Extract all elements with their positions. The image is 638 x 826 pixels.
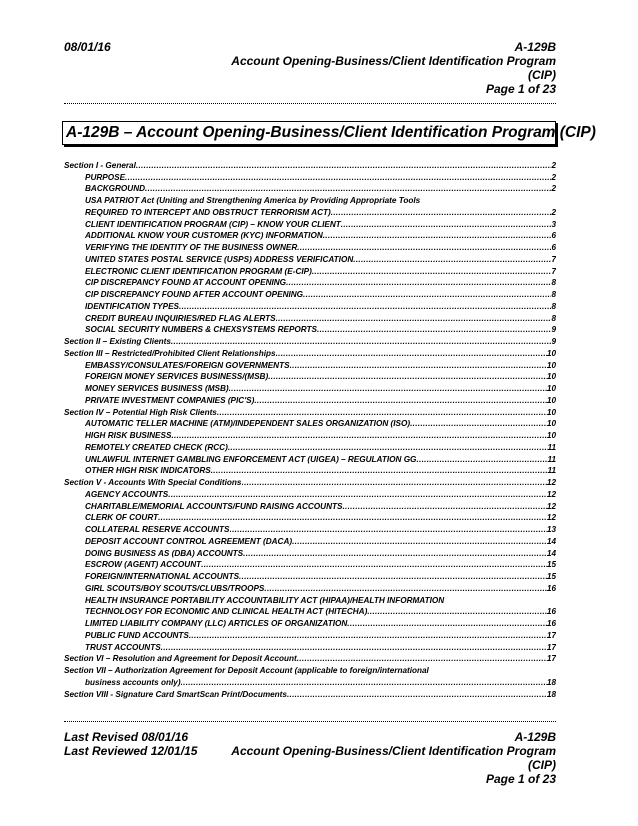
toc-entry-page: 9: [551, 337, 556, 346]
toc-entry-page: 6: [551, 231, 556, 241]
toc-entry-title: HEALTH INSURANCE PORTABILITY ACCOUNTABILITY ACT (HIPAA)/HEALTH INFORMATION: [85, 595, 445, 605]
page-header: [64, 40, 556, 96]
toc-leader-dots: [331, 208, 552, 218]
toc-entry-title: AUTOMATIC TELLER MACHINE (ATM)/INDEPENDENT SALES ORGANIZATION (ISO): [85, 419, 411, 429]
toc-entry-title: business accounts only): [85, 677, 181, 687]
toc-entry-page: 2: [551, 207, 556, 217]
toc-leader-dots: [290, 361, 547, 371]
toc-entry-page: 10: [546, 384, 556, 393]
toc-entry-page: 18: [546, 677, 556, 687]
toc-entry[interactable]: [64, 488, 556, 500]
toc-leader-dots: [228, 443, 548, 453]
toc-entry-continued: [64, 664, 556, 676]
toc-entry-page: 10: [546, 419, 556, 429]
toc-entry-page: 17: [546, 642, 556, 652]
footer-title-cont: (CIP): [528, 758, 556, 772]
toc-entry[interactable]: [64, 418, 556, 430]
header-page: Page 1 of 23: [485, 82, 556, 96]
footer-title: Account Opening-Business/Client Identification Program: [231, 744, 556, 758]
toc-entry[interactable]: [64, 582, 556, 594]
footer-code: A-129B: [514, 730, 556, 744]
toc-entry[interactable]: [64, 653, 556, 665]
toc-entry-page: 3: [551, 219, 556, 229]
toc-entry-title: Section II – Existing Clients: [64, 337, 171, 346]
toc-leader-dots: [297, 654, 547, 664]
toc-leader-dots: [168, 490, 547, 500]
toc-leader-dots: [161, 643, 547, 653]
toc-entry-page: 6: [551, 243, 556, 252]
toc-entry[interactable]: [64, 312, 556, 324]
toc-leader-dots: [341, 220, 552, 230]
toc-entry[interactable]: [64, 218, 556, 230]
toc-entry-page: 11: [547, 454, 556, 464]
toc-entry-title: PURPOSE: [85, 172, 126, 182]
toc-entry-page: 17: [546, 654, 556, 664]
toc-entry[interactable]: [64, 288, 556, 300]
toc-leader-dots: [312, 267, 552, 277]
toc-leader-dots: [243, 549, 547, 559]
toc-leader-dots: [136, 161, 552, 171]
toc-entry[interactable]: [64, 429, 556, 441]
header-code: A-129B: [514, 40, 556, 54]
toc-leader-dots: [292, 537, 547, 547]
toc-entry[interactable]: [64, 676, 556, 688]
toc-leader-dots: [347, 619, 547, 629]
table-of-contents: [64, 159, 556, 700]
toc-leader-dots: [242, 478, 547, 488]
toc-entry[interactable]: [64, 382, 556, 394]
toc-entry-page: 15: [546, 560, 556, 570]
toc-entry[interactable]: [64, 371, 556, 383]
toc-leader-dots: [171, 431, 546, 441]
toc-entry-title: MONEY SERVICES BUSINESS (MSB): [85, 384, 229, 393]
toc-entry[interactable]: [64, 406, 556, 418]
toc-entry-page: 9: [551, 325, 556, 335]
toc-entry-title: HIGH RISK BUSINESS: [85, 431, 172, 440]
header-divider: [64, 103, 556, 104]
toc-leader-dots: [317, 325, 551, 335]
toc-leader-dots: [264, 584, 547, 594]
toc-entry-page: 10: [546, 372, 556, 382]
toc-leader-dots: [217, 408, 547, 418]
toc-entry-page: 16: [546, 619, 556, 628]
toc-entry-title: CREDIT BUREAU INQUIRIES/RED FLAG ALERTS: [85, 313, 276, 323]
toc-entry-title: UNITED STATES POSTAL SERVICE (USPS) ADDRESS VERIFICATION: [85, 254, 354, 264]
header-date: 08/01/16: [64, 40, 111, 54]
toc-entry[interactable]: [64, 359, 556, 371]
toc-entry-page: 10: [546, 407, 556, 417]
toc-entry-page: 16: [546, 607, 556, 617]
toc-entry[interactable]: [64, 300, 556, 312]
toc-entry-title: CIP DISCREPANCY FOUND AFTER ACCOUNT OPENING: [85, 290, 304, 299]
toc-entry-title: PRIVATE INVESTMENT COMPANIES (PIC'S): [85, 395, 255, 405]
toc-entry-title: GIRL SCOUTS/BOY SCOUTS/CLUBS/TROOPS: [85, 583, 265, 593]
toc-entry[interactable]: [64, 523, 556, 535]
toc-entry-title: DOING BUSINESS AS (DBA) ACCOUNTS: [85, 548, 244, 558]
toc-entry-title: VERIFYING THE IDENTITY OF THE BUSINESS OWNER: [85, 243, 298, 252]
toc-entry[interactable]: [64, 183, 556, 195]
toc-entry-title: Section I - General: [64, 160, 136, 170]
toc-entry-page: 11: [547, 466, 556, 476]
toc-leader-dots: [145, 184, 551, 194]
toc-entry-page: 17: [546, 630, 556, 640]
toc-entry[interactable]: [64, 441, 556, 453]
toc-entry[interactable]: [64, 547, 556, 559]
toc-leader-dots: [297, 243, 551, 253]
toc-entry-page: 7: [551, 254, 556, 264]
toc-entry-page: 18: [546, 689, 556, 699]
toc-entry[interactable]: [64, 230, 556, 242]
toc-entry-page: 10: [546, 395, 556, 405]
toc-entry[interactable]: [64, 241, 556, 253]
toc-entry-title: CIP DISCREPANCY FOUND AT ACCOUNT OPENING: [85, 278, 287, 288]
toc-leader-dots: [211, 466, 548, 476]
toc-entry[interactable]: [64, 512, 556, 524]
toc-entry-title: FOREIGN/INTERNATIONAL ACCOUNTS: [85, 572, 240, 581]
toc-leader-dots: [239, 572, 547, 582]
toc-entry[interactable]: [64, 265, 556, 277]
toc-entry[interactable]: [64, 465, 556, 477]
toc-entry-title: Section VII – Authorization Agreement for Deposit Account (applicable to foreign/international: [64, 666, 429, 675]
toc-entry-page: 12: [546, 478, 556, 487]
toc-entry-title: SOCIAL SECURITY NUMBERS & CHEXSYSTEMS REPORTS: [85, 325, 318, 335]
toc-entry-page: 7: [551, 266, 556, 276]
toc-entry[interactable]: [64, 453, 556, 465]
toc-leader-dots: [323, 231, 552, 241]
toc-entry-title: IDENTIFICATION TYPES: [85, 301, 180, 311]
toc-leader-dots: [230, 525, 547, 535]
toc-entry[interactable]: [64, 559, 556, 571]
footer-revised: Last Revised 08/01/16: [64, 730, 189, 744]
toc-entry[interactable]: [64, 324, 556, 336]
toc-entry-page: 10: [546, 360, 556, 370]
toc-leader-dots: [229, 384, 547, 394]
toc-entry-title: REMOTELY CREATED CHECK (RCC): [85, 442, 228, 452]
toc-entry-title: PUBLIC FUND ACCOUNTS: [85, 630, 189, 640]
toc-entry[interactable]: [64, 535, 556, 547]
toc-entry[interactable]: [64, 335, 556, 347]
toc-entry-page: 10: [546, 348, 556, 358]
toc-entry-page: 11: [547, 442, 556, 452]
footer-page: Page 1 of 23: [485, 772, 556, 786]
toc-entry[interactable]: [64, 347, 556, 359]
toc-leader-dots: [189, 631, 547, 641]
toc-entry-page: 13: [546, 525, 556, 534]
toc-entry-title: CLIENT IDENTIFICATION PROGRAM (CIP) – KNOW YOUR CLIENT: [85, 219, 341, 229]
toc-entry-title: Section III – Restricted/Prohibited Client Relationships: [64, 348, 276, 358]
toc-entry-title: FOREIGN MONEY SERVICES BUSINESS/(MSB): [85, 372, 269, 382]
toc-entry[interactable]: [64, 171, 556, 183]
toc-entry[interactable]: [64, 617, 556, 629]
toc-leader-dots: [171, 337, 552, 347]
toc-leader-dots: [254, 396, 547, 406]
toc-entry-title: REQUIRED TO INTERCEPT AND OBSTRUCT TERRORISM ACT): [85, 207, 331, 217]
toc-entry[interactable]: [64, 253, 556, 265]
toc-entry-title: Section V - Accounts With Special Conditions: [64, 478, 242, 487]
toc-leader-dots: [125, 173, 551, 183]
toc-entry-page: 12: [546, 489, 556, 499]
toc-entry-page: 8: [551, 290, 556, 299]
toc-leader-dots: [268, 372, 547, 382]
toc-entry-page: 12: [546, 513, 556, 523]
footer-reviewed: Last Reviewed 12/01/15: [64, 744, 198, 758]
toc-entry-title: EMBASSY/CONSULATES/FOREIGN GOVERNMENTS: [85, 360, 290, 370]
toc-entry-title: ESCROW (AGENT) ACCOUNT: [85, 560, 202, 570]
toc-entry-page: 2: [551, 184, 556, 194]
toc-entry-title: USA PATRIOT Act (Uniting and Strengthening America by Providing Appropriate Tools: [85, 196, 421, 205]
toc-entry[interactable]: [64, 641, 556, 653]
toc-entry-page: 8: [551, 278, 556, 288]
toc-leader-dots: [287, 690, 547, 700]
document-title: A-129B – Account Opening-Business/Client Identification Program (CIP): [66, 124, 596, 141]
toc-entry-title: COLLATERAL RESERVE ACCOUNTS: [85, 525, 230, 534]
toc-leader-dots: [276, 349, 547, 359]
toc-entry-page: 14: [546, 536, 556, 546]
toc-entry-title: CLERK OF COURT: [85, 513, 159, 523]
toc-entry-title: DEPOSIT ACCOUNT CONTROL AGREEMENT (DACA): [85, 536, 293, 546]
toc-entry-page: 15: [546, 572, 556, 581]
toc-entry[interactable]: [64, 206, 556, 218]
header-title-cont: (CIP): [528, 68, 556, 82]
toc-entry-title: ELECTRONIC CLIENT IDENTIFICATION PROGRAM (E-CIP): [85, 266, 312, 276]
toc-entry[interactable]: [64, 277, 556, 289]
toc-leader-dots: [303, 290, 551, 300]
toc-entry-title: Section IV – Potential High Risk Clients: [64, 407, 217, 417]
toc-entry[interactable]: [64, 606, 556, 618]
document-title-box: [62, 121, 596, 145]
toc-leader-dots: [367, 607, 547, 617]
toc-entry-title: Section VIII - Signature Card SmartScan Print/Documents: [64, 689, 287, 699]
toc-leader-dots: [286, 278, 551, 288]
toc-entry[interactable]: [64, 159, 556, 171]
toc-entry-title: TRUST ACCOUNTS: [85, 642, 161, 652]
toc-entry-page: 16: [546, 583, 556, 593]
toc-entry[interactable]: [64, 629, 556, 641]
toc-entry-page: 12: [546, 501, 556, 511]
toc-leader-dots: [179, 302, 551, 312]
toc-entry-page: 2: [551, 172, 556, 182]
toc-entry[interactable]: [64, 394, 556, 406]
page-footer: [64, 730, 556, 786]
header-title: Account Opening-Business/Client Identification Program: [231, 54, 556, 68]
toc-entry-title: TECHNOLOGY FOR ECONOMIC AND CLINICAL HEALTH ACT (HITECHA): [85, 607, 368, 617]
toc-leader-dots: [353, 255, 551, 265]
toc-entry-title: BACKGROUND: [85, 184, 146, 194]
toc-leader-dots: [342, 502, 546, 512]
toc-leader-dots: [410, 419, 547, 429]
toc-entry-title: UNLAWFUL INTERNET GAMBLING ENFORCEMENT ACT (UIGEA) – REGULATION GG: [85, 454, 417, 464]
toc-leader-dots: [276, 314, 552, 324]
toc-entry-continued: [64, 594, 556, 606]
toc-entry-page: 8: [551, 313, 556, 323]
toc-entry[interactable]: [64, 476, 556, 488]
toc-leader-dots: [416, 455, 547, 465]
toc-entry[interactable]: [64, 570, 556, 582]
toc-entry-title: LIMITED LIABILITY COMPANY (LLC) ARTICLES OF ORGANIZATION: [85, 619, 348, 628]
toc-leader-dots: [201, 560, 547, 570]
toc-entry-page: 14: [546, 548, 556, 558]
toc-entry-page: 10: [546, 431, 556, 440]
toc-entry-title: CHARITABLE/MEMORIAL ACCOUNTS/FUND RAISING ACCOUNTS: [85, 501, 343, 511]
toc-leader-dots: [158, 513, 547, 523]
toc-entry-title: ADDITIONAL KNOW YOUR CUSTOMER (KYC) INFORMATION: [85, 231, 323, 241]
toc-leader-dots: [181, 678, 547, 688]
toc-entry-title: Section VI – Resolution and Agreement for Deposit Account: [64, 654, 297, 664]
toc-entry-page: 8: [551, 301, 556, 311]
toc-entry-page: 2: [551, 160, 556, 170]
toc-entry[interactable]: [64, 688, 556, 700]
footer-divider: [64, 721, 556, 722]
toc-entry[interactable]: [64, 500, 556, 512]
toc-entry-title: OTHER HIGH RISK INDICATORS: [85, 466, 211, 476]
toc-entry-title: AGENCY ACCOUNTS: [85, 489, 169, 499]
toc-entry-continued: [64, 194, 556, 206]
